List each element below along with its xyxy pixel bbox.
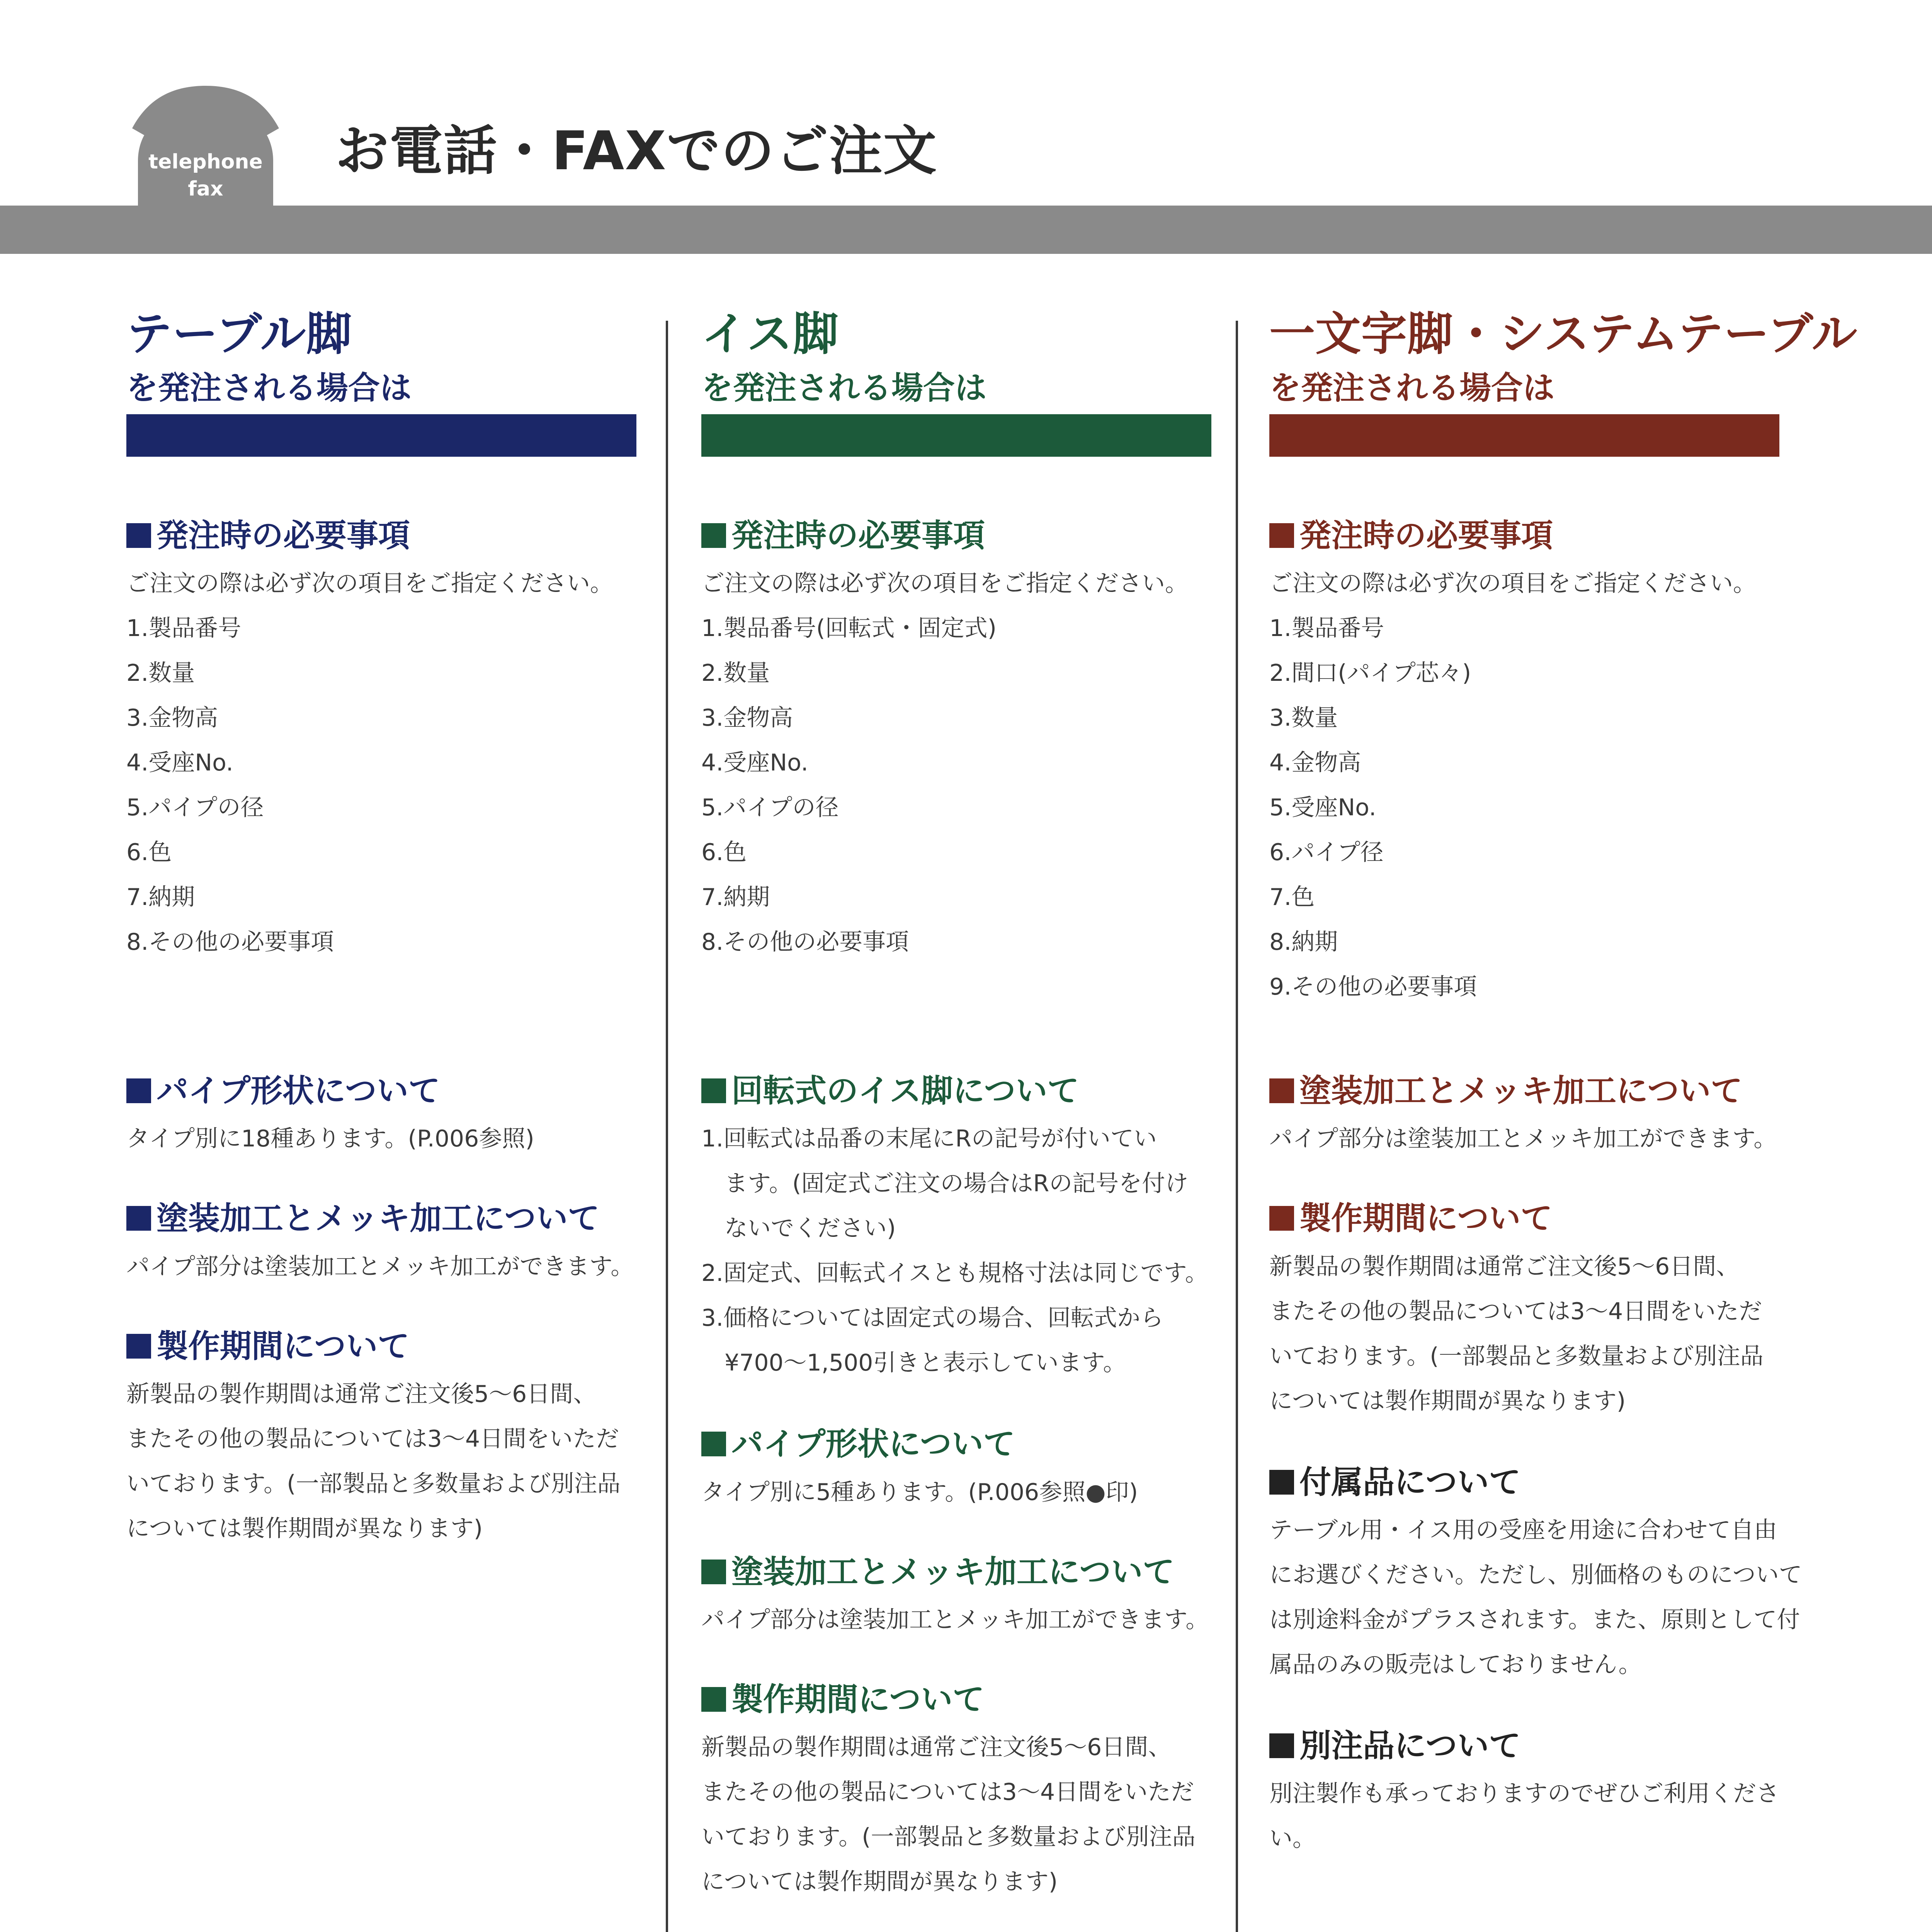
list-item: 8.納期 [1269,929,1338,956]
page-title: お電話・FAXでのご注文 [335,120,937,182]
production-period-section [701,1682,1211,1904]
required-items-list [1269,606,1895,1009]
section-text: については製作期間が異なります) [126,1515,483,1542]
section-text: については製作期間が異なります) [701,1868,1058,1895]
required-items-list [126,606,636,964]
required-items-section [1269,519,1895,1009]
list-item: 6.色 [126,839,172,866]
square-bullet-icon [701,1078,726,1103]
section-heading: 付属品について [1269,1465,1895,1500]
section-heading: 製作期間について [1269,1201,1895,1236]
list-item: 4.受座No. [701,749,808,777]
square-bullet-icon [126,1206,151,1231]
table-legs-column [126,309,636,1551]
required-items-section [701,519,1211,964]
list-item: 1.製品番号 [126,615,242,642]
custom-order-section [1269,1729,1895,1861]
section-heading: 発注時の必要事項 [126,519,636,553]
production-period-section [126,1329,636,1551]
list-item: 6.パイプ径 [1269,839,1384,866]
square-bullet-icon [1269,523,1294,548]
section-text: テーブル用・イス用の受座を用途に合わせて自由 [1269,1516,1777,1544]
section-heading: 製作期間について [701,1682,1211,1717]
section-heading: 別注品について [1269,1729,1895,1764]
section-heading: 回転式のイス脚について [701,1074,1211,1109]
list-item: 5.パイプの径 [701,794,839,821]
square-bullet-icon [701,1687,726,1712]
section-text: パイプ部分は塗装加工とメッキ加工ができます。 [126,1253,634,1280]
required-intro: ご注文の際は必ず次の項目をご指定ください。 [701,570,1188,597]
list-item: 8.その他の必要事項 [701,929,909,956]
section-text: タイプ別に18種あります。(P.006参照) [126,1125,534,1153]
square-bullet-icon [1269,1470,1294,1495]
section-heading: 発注時の必要事項 [1269,519,1895,553]
chair-legs-column [701,309,1211,1904]
required-items-section [126,519,636,964]
square-bullet-icon [1269,1206,1294,1231]
list-item: 8.その他の必要事項 [126,929,334,956]
required-intro: ご注文の際は必ず次の項目をご指定ください。 [126,570,613,597]
square-bullet-icon [701,523,726,548]
list-item: 4.受座No. [126,749,233,777]
list-item: 7.納期 [126,884,195,911]
section-heading: 塗装加工とメッキ加工について [1269,1074,1895,1109]
section-text: またその他の製品については3〜4日間をいただ [701,1778,1194,1806]
section-text: タイプ別に5種あります。(P.006参照●印) [701,1478,1138,1506]
section-heading: 塗装加工とメッキ加工について [126,1201,636,1236]
section-text: またその他の製品については3〜4日間をいただ [1269,1298,1762,1325]
list-item: 7.色 [1269,884,1315,911]
list-item: 9.その他の必要事項 [1269,973,1477,1001]
square-bullet-icon [701,1560,726,1584]
section-text: ます。(固定式ご注文の場合はRの記号を付け [724,1170,1189,1197]
section-text: 新製品の製作期間は通常ご注文後5〜6日間、 [126,1380,597,1408]
required-items-list [701,606,1211,964]
section-text: いております。(一部製品と多数量および別注品 [1269,1342,1764,1370]
section-text: いております。(一部製品と多数量および別注品 [126,1470,621,1497]
column-title: 一文字脚・システムテーブル [1269,307,1858,361]
list-item: 3.数量 [1269,704,1338,732]
section-heading: 発注時の必要事項 [701,519,1211,553]
square-bullet-icon [126,1078,151,1103]
section-text: 2.固定式、回転式イスとも規格寸法は同じです。 [701,1260,1208,1287]
square-bullet-icon [1269,1733,1294,1758]
coating-section [1269,1074,1895,1161]
accessories-section [1269,1465,1895,1687]
list-item: 2.間口(パイプ芯々) [1269,660,1471,687]
required-intro: ご注文の際は必ず次の項目をご指定ください。 [1269,570,1756,597]
section-text: 3.価格については固定式の場合、回転式から [701,1304,1164,1332]
section-heading: 塗装加工とメッキ加工について [701,1555,1211,1590]
section-text: パイプ部分は塗装加工とメッキ加工ができます。 [701,1606,1209,1633]
section-text: またその他の製品については3〜4日間をいただ [126,1425,619,1452]
section-text: いております。(一部製品と多数量および別注品 [701,1823,1196,1850]
section-text: 別注製作も承っておりますのでぜひご利用くださ [1269,1780,1779,1807]
section-text: い。 [1269,1825,1316,1852]
section-text: については製作期間が異なります) [1269,1387,1626,1415]
square-bullet-icon [126,523,151,548]
section-text: 属品のみの販売はしておりません。 [1269,1651,1642,1678]
column-subtitle: を発注される場合は [126,369,412,406]
column-color-bar [701,414,1211,457]
list-item: 5.パイプの径 [126,794,264,821]
telephone-fax-label: telephone fax [148,150,263,201]
column-subtitle: を発注される場合は [1269,369,1555,406]
column-subtitle: を発注される場合は [701,369,987,406]
swivel-chair-section [701,1074,1211,1385]
section-heading: 製作期間について [126,1329,636,1364]
coating-section [701,1555,1211,1642]
list-item: 1.製品番号 [1269,615,1384,642]
square-bullet-icon [126,1334,151,1359]
pipe-shape-section [701,1427,1211,1514]
system-table-column [1269,309,1895,1861]
column-color-bar [126,414,636,457]
section-text: は別途料金がプラスされます。また、原則として付 [1269,1606,1800,1633]
square-bullet-icon [701,1432,726,1456]
section-text: ¥700〜1,500引きと表示しています。 [724,1349,1126,1377]
section-text: パイプ部分は塗装加工とメッキ加工ができます。 [1269,1125,1777,1153]
section-text: 1.回転式は品番の末尾にRの記号が付いてい [701,1125,1157,1153]
section-text: 新製品の製作期間は通常ご注文後5〜6日間、 [1269,1253,1740,1280]
column-title: テーブル脚 [126,307,352,361]
list-item: 2.数量 [701,660,770,687]
column-color-bar [1269,414,1779,457]
section-heading: パイプ形状について [126,1074,636,1109]
coating-section [126,1201,636,1289]
list-item: 3.金物高 [701,704,793,732]
square-bullet-icon [1269,1078,1294,1103]
pipe-shape-section [126,1074,636,1161]
list-item: 1.製品番号(回転式・固定式) [701,615,997,642]
list-item: 2.数量 [126,660,195,687]
header-bar [0,206,1932,254]
section-text: ないでください) [724,1215,896,1242]
list-item: 5.受座No. [1269,794,1376,821]
section-text: にお選びください。ただし、別価格のものについて [1269,1561,1802,1588]
list-item: 7.納期 [701,884,770,911]
column-divider [1236,321,1238,1932]
list-item: 3.金物高 [126,704,218,732]
column-title: イス脚 [701,307,839,361]
production-period-section [1269,1201,1895,1423]
list-item: 4.金物高 [1269,749,1361,777]
section-text: 新製品の製作期間は通常ご注文後5〜6日間、 [701,1733,1172,1761]
list-item: 6.色 [701,839,747,866]
section-heading: パイプ形状について [701,1427,1211,1462]
column-divider [666,321,668,1932]
